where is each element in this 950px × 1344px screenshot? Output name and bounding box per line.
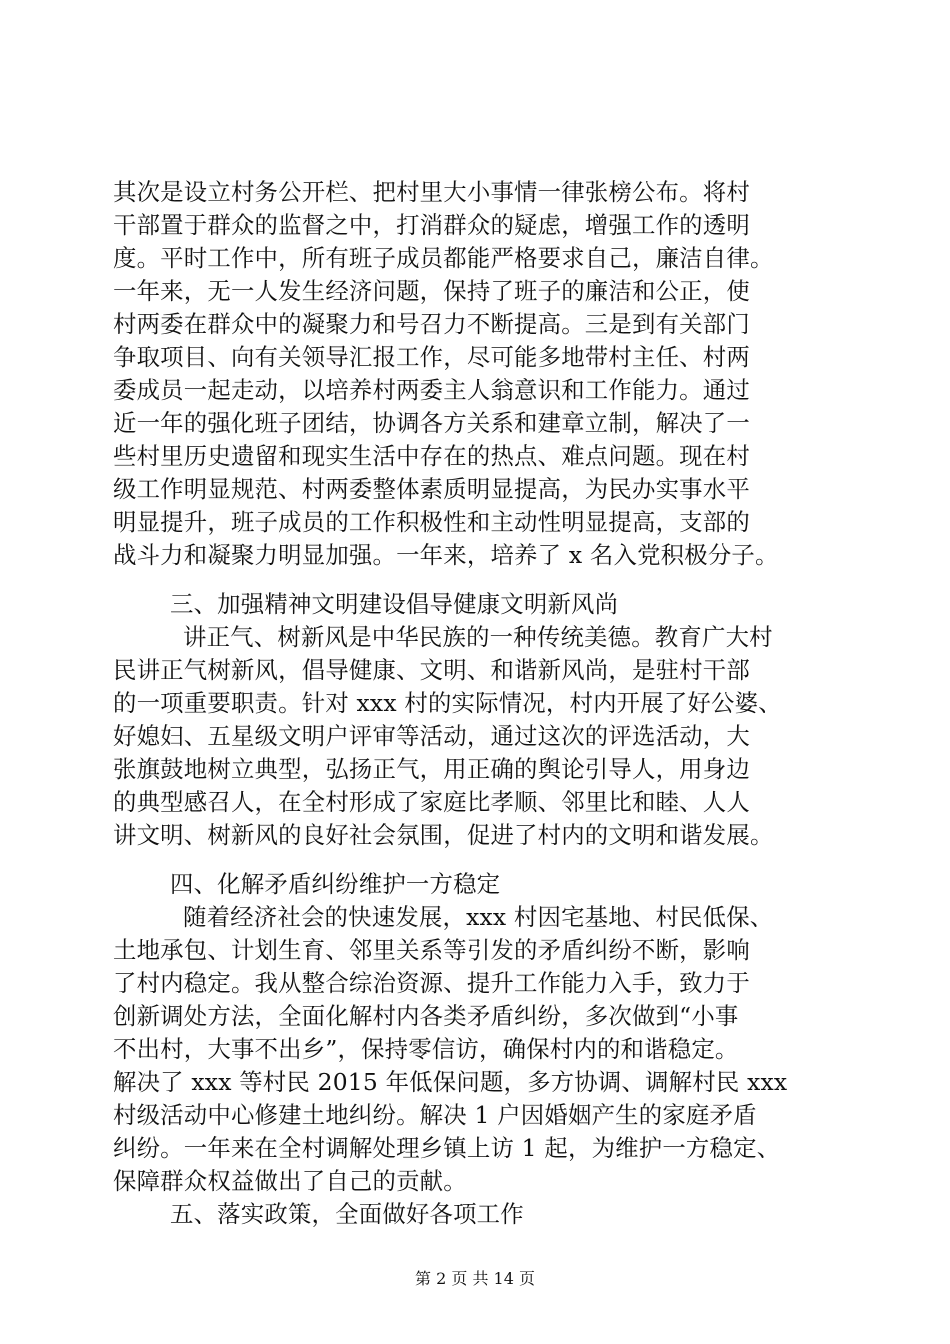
text-line: 近一年的强化班子团结，协调各方关系和建章立制，解决了一 xyxy=(113,409,750,437)
paragraph-disputes xyxy=(113,901,843,1198)
text-line: 随着经济社会的快速发展，xxx 村因宅基地、村民低保、 xyxy=(183,903,774,931)
text-line: 张旗鼓地树立典型，弘扬正气，用正确的舆论引导人，用身边 xyxy=(113,755,750,783)
text-line: 解决了 xxx 等村民 2015 年低保问题，多方协调、调解村民 xxx xyxy=(113,1068,788,1096)
text-line: 民讲正气树新风，倡导健康、文明、和谐新风尚，是驻村干部 xyxy=(113,656,750,684)
text-line: 些村里历史遗留和现实生活中存在的热点、难点问题。现在村 xyxy=(113,442,750,470)
text-line: 讲正气、树新风是中华民族的一种传统美德。教育广大村 xyxy=(183,623,773,651)
text-line: 级工作明显规范、村两委整体素质明显提高，为民办实事水平 xyxy=(113,475,750,503)
text-line: 的典型感召人，在全村形成了家庭比孝顺、邻里比和睦、人人 xyxy=(113,788,750,816)
paragraph-gap xyxy=(113,572,843,588)
text-line: 的一项重要职责。针对 xxx 村的实际情况，村内开展了好公婆、 xyxy=(113,689,782,717)
paragraph-village-committee xyxy=(113,176,843,572)
section-heading-4: 四、化解矛盾纠纷维护一方稳定 xyxy=(170,870,501,898)
section-heading-5: 五、落实政策，全面做好各项工作 xyxy=(170,1200,524,1228)
text-line: 战斗力和凝聚力明显加强。一年来，培养了 x 名入党积极分子。 xyxy=(113,541,779,569)
text-line: 创新调处方法，全面化解村内各类矛盾纠纷，多次做到“小事 xyxy=(113,1002,739,1030)
text-line: 了村内稳定。我从整合综治资源、提升工作能力入手，致力于 xyxy=(113,969,750,997)
text-line: 讲文明、树新风的良好社会氛围，促进了村内的文明和谐发展。 xyxy=(113,821,774,849)
paragraph-gap xyxy=(113,852,843,868)
text-line: 村级活动中心修建土地纠纷。解决 1 户因婚姻产生的家庭矛盾 xyxy=(113,1101,757,1129)
text-line: 争取项目、向有关领导汇报工作，尽可能多地带村主任、村两 xyxy=(113,343,750,371)
text-line: 村两委在群众中的凝聚力和号召力不断提高。三是到有关部门 xyxy=(113,310,750,338)
text-line: 其次是设立村务公开栏、把村里大小事情一律张榜公布。将村 xyxy=(113,178,750,206)
section-heading-3: 三、加强精神文明建设倡导健康文明新风尚 xyxy=(170,590,619,618)
text-line: 度。平时工作中，所有班子成员都能严格要求自己，廉洁自律。 xyxy=(113,244,774,272)
text-line: 纠纷。一年来在全村调解处理乡镇上访 1 起，为维护一方稳定、 xyxy=(113,1134,781,1162)
text-line: 保障群众权益做出了自己的贡献。 xyxy=(113,1167,467,1195)
text-line: 好媳妇、五星级文明户评审等活动，通过这次的评选活动，大 xyxy=(113,722,750,750)
text-line: 一年来，无一人发生经济问题，保持了班子的廉洁和公正，使 xyxy=(113,277,750,305)
text-line: 不出村，大事不出乡”，保持零信访，确保村内的和谐稳定。 xyxy=(113,1035,739,1063)
text-line: 委成员一起走动，以培养村两委主人翁意识和工作能力。通过 xyxy=(113,376,750,404)
text-line: 干部置于群众的监督之中，打消群众的疑虑，增强工作的透明 xyxy=(113,211,750,239)
document-body xyxy=(113,176,843,1231)
text-line: 土地承包、计划生育、邻里关系等引发的矛盾纠纷不断，影响 xyxy=(113,936,750,964)
paragraph-civilization xyxy=(113,621,843,852)
text-line: 明显提升，班子成员的工作积极性和主动性明显提高，支部的 xyxy=(113,508,750,536)
page-number-footer: 第 2 页 共 14 页 xyxy=(415,1269,535,1288)
